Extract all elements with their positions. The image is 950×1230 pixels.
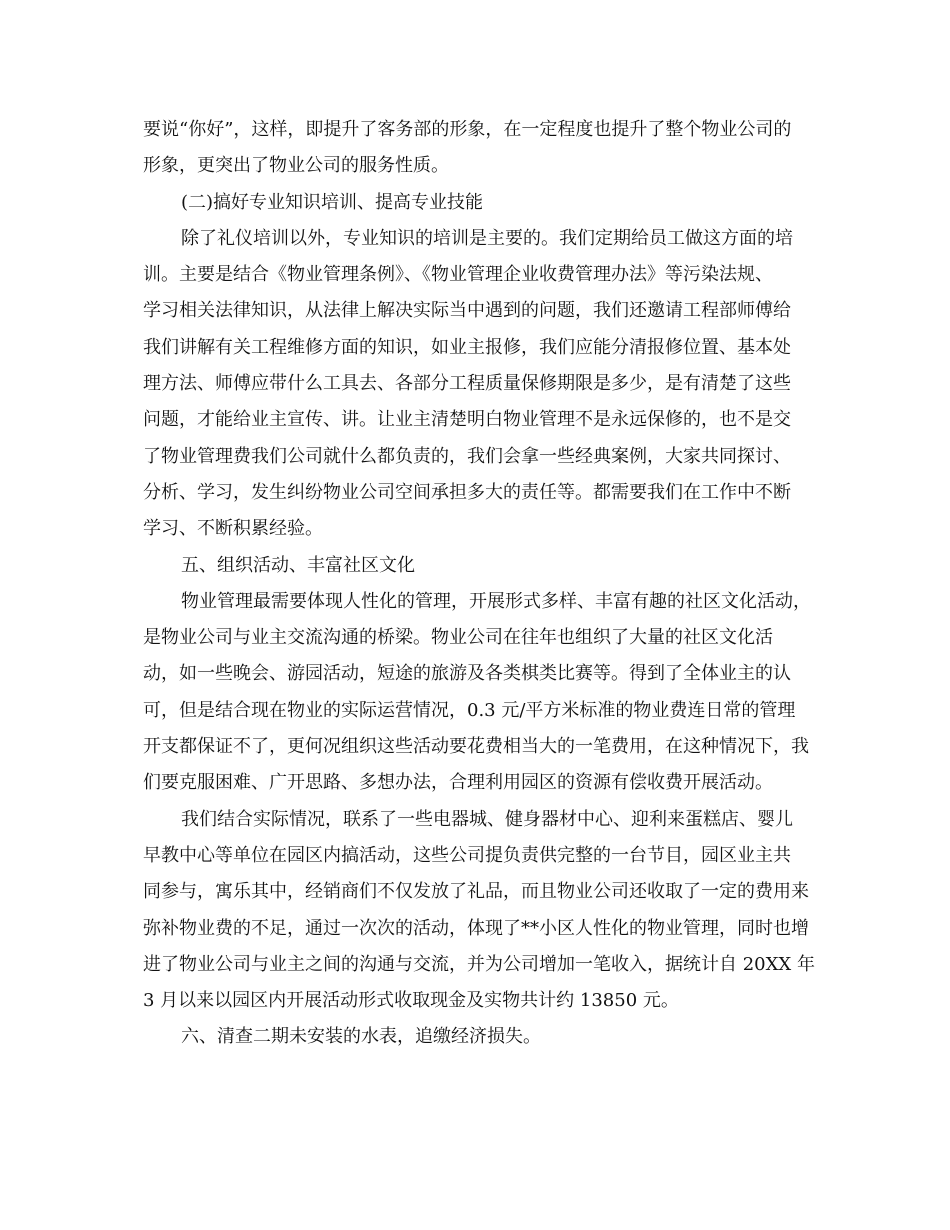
document-line: 除了礼仪培训以外，专业知识的培训是主要的。我们定期给员工做这方面的培 (181, 227, 793, 249)
document-line: 同参与，寓乐其中，经销商们不仅发放了礼品，而且物业公司还收取了一定的费用来 (143, 881, 809, 903)
document-line: 学习相关法律知识，从法律上解决实际当中遇到的问题，我们还邀请工程部师傅给 (143, 300, 791, 322)
document-line: 分析、学习，发生纠纷物业公司空间承担多大的责任等。都需要我们在工作中不断 (143, 481, 791, 503)
document-line: 可，但是结合现在物业的实际运营情况，0.3 元/平方米标准的物业费连日常的管理 (143, 699, 796, 721)
document-line: 早教中心等单位在园区内搞活动，这些公司提负责供完整的一台节目，园区业主共 (143, 844, 791, 866)
document-line: 我们结合实际情况，联系了一些电器城、健身器材中心、迎利来蛋糕店、婴儿 (181, 808, 793, 830)
document-line: 要说“你好”，这样，即提升了客务部的形象，在一定程度也提升了整个物业公司的 (143, 119, 792, 140)
document-line: 了物业管理费我们公司就什么都负责的，我们会拿一些经典案例，大家共同探讨、 (143, 445, 791, 467)
document-line: 训。主要是结合《物业管理条例》、《物业管理企业收费管理办法》等污染法规、 (143, 264, 773, 286)
document-line: 进了物业公司与业主之间的沟通与交流，并为公司增加一笔收入，据统计自 20XX 年 (143, 953, 815, 975)
document-line: 问题，才能给业主宣传、讲。让业主清楚明白物业管理不是永远保修的，也不是交 (143, 409, 791, 431)
document-line: (二)搞好专业知识培训、提高专业技能 (181, 191, 484, 213)
document-line: 理方法、师傅应带什么工具去、各部分工程质量保修期限是多少，是有清楚了这些 (143, 373, 791, 395)
document-line: 弥补物业费的不足，通过一次次的活动，体现了**小区人性化的物业管理，同时也增 (143, 917, 809, 939)
document-body (143, 112, 813, 1056)
document-line: 物业管理最需要体现人性化的管理，开展形式多样、丰富有趣的社区文化活动， (181, 590, 811, 612)
document-line: 五、组织活动、丰富社区文化 (181, 554, 415, 576)
document-line: 我们讲解有关工程维修方面的知识，如业主报修，我们应能分清报修位置、基本处 (143, 336, 791, 358)
document-line: 开支都保证不了，更何况组织这些活动要花费相当大的一笔费用，在这种情况下，我 (143, 736, 809, 758)
document-line: 动，如一些晚会、游园活动，短途的旅游及各类棋类比赛等。得到了全体业主的认 (143, 663, 791, 685)
document-line: 们要克服困难、广开思路、多想办法，合理利用园区的资源有偿收费开展活动。 (143, 772, 773, 794)
document-line: 3 月以来以园区内开展活动形式收取现金及实物共计约 13850 元。 (143, 990, 679, 1012)
document-line: 形象，更突出了物业公司的服务性质。 (143, 155, 449, 177)
document-line: 是物业公司与业主交流沟通的桥梁。物业公司在往年也组织了大量的社区文化活 (143, 627, 773, 649)
document-line: 学习、不断积累经验。 (143, 518, 323, 540)
document-line: 六、清查二期未安装的水表，追缴经济损失。 (181, 1026, 541, 1048)
